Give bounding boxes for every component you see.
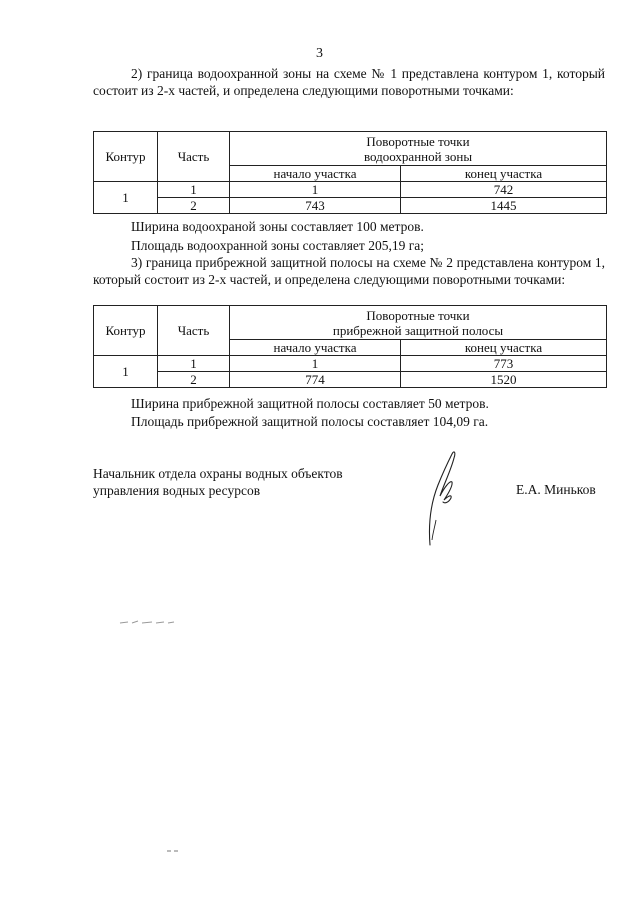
cell-part: 1 bbox=[158, 356, 230, 372]
signatory-title-line1: Начальник отдела охраны водных объектов bbox=[93, 466, 343, 481]
table-row bbox=[94, 372, 607, 388]
header-points-line1: Поворотные точки bbox=[366, 307, 470, 323]
scan-mark bbox=[166, 848, 180, 854]
cell-end: 742 bbox=[401, 182, 607, 198]
header-start: начало участка bbox=[230, 166, 401, 182]
paragraph-coastal-protection-strip: 3) граница прибрежной защитной полосы на схеме № 2 представлена контуром 1, который состоит из 2-х частей, и определена следующими поворотными точками: bbox=[93, 255, 605, 287]
header-part: Часть bbox=[158, 132, 230, 182]
cell-contour: 1 bbox=[94, 356, 158, 388]
cell-end: 1445 bbox=[401, 198, 607, 214]
signatory-title bbox=[93, 465, 343, 499]
header-start: начало участка bbox=[230, 340, 401, 356]
cell-part: 1 bbox=[158, 182, 230, 198]
header-points-line2: прибрежной защитной полосы bbox=[332, 322, 504, 338]
header-turning-points bbox=[230, 132, 607, 166]
header-part: Часть bbox=[158, 306, 230, 356]
cell-contour: 1 bbox=[94, 182, 158, 214]
area-statement-2: Площадь прибрежной защитной полосы составляет 104,09 га. bbox=[131, 414, 489, 429]
signatory-title-line2: управления водных ресурсов bbox=[93, 483, 261, 498]
scan-smudge bbox=[118, 618, 178, 626]
cell-start: 1 bbox=[230, 182, 401, 198]
table-water-protection-zone bbox=[93, 131, 607, 214]
header-points-line2: водоохранной зоны bbox=[363, 148, 473, 164]
header-end: конец участка bbox=[401, 166, 607, 182]
paragraph-water-protection-zone: 2) граница водоохранной зоны на схеме № 1 представлена контуром 1, который состоит из 2-х частей, и определена следующими поворотными точками: bbox=[93, 66, 605, 98]
header-contour: Контур bbox=[94, 132, 158, 182]
cell-part: 2 bbox=[158, 372, 230, 388]
area-statement-1: Площадь водоохранной зоны составляет 205,19 га; bbox=[131, 238, 424, 253]
handwritten-signature bbox=[418, 440, 468, 550]
header-end: конец участка bbox=[401, 340, 607, 356]
cell-start: 774 bbox=[230, 372, 401, 388]
cell-start: 1 bbox=[230, 356, 401, 372]
cell-end: 773 bbox=[401, 356, 607, 372]
signatory-name: Е.А. Миньков bbox=[516, 482, 596, 497]
width-statement-1: Ширина водоохраной зоны составляет 100 метров. bbox=[131, 219, 424, 234]
header-contour: Контур bbox=[94, 306, 158, 356]
cell-start: 743 bbox=[230, 198, 401, 214]
header-turning-points bbox=[230, 306, 607, 340]
page-number: 3 bbox=[316, 46, 323, 61]
cell-end: 1520 bbox=[401, 372, 607, 388]
table-row bbox=[94, 356, 607, 372]
width-statement-2: Ширина прибрежной защитной полосы составляет 50 метров. bbox=[131, 396, 489, 411]
table-row bbox=[94, 198, 607, 214]
header-points-line1: Поворотные точки bbox=[366, 133, 470, 149]
table-row bbox=[94, 182, 607, 198]
cell-part: 2 bbox=[158, 198, 230, 214]
table-coastal-protection-strip bbox=[93, 305, 607, 388]
